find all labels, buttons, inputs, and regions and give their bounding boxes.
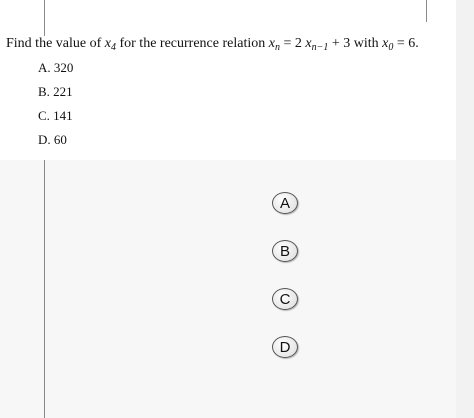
recurrence-equation: $x_n = 2$ $x_{n-1} + 3$	[268, 36, 351, 53]
option-d: D. 60	[38, 132, 67, 147]
answer-panel	[0, 160, 456, 418]
divider-line	[426, 0, 427, 22]
question-panel	[0, 0, 456, 160]
option-b: B. 221	[38, 84, 73, 99]
answer-options-list	[38, 56, 73, 152]
answer-button-a[interactable]: A	[272, 192, 298, 214]
option-a: A. 320	[38, 60, 74, 75]
question-text	[6, 36, 419, 52]
answer-button-c[interactable]: C	[272, 288, 298, 310]
divider-line	[44, 160, 45, 418]
answer-button-d[interactable]: D	[272, 336, 298, 358]
question-prefix: Find the value of	[6, 36, 105, 51]
answer-button-b[interactable]: B	[272, 240, 298, 262]
right-margin-strip	[456, 0, 474, 418]
question-with: with	[350, 36, 383, 51]
initial-condition: $x_0 = 6$.	[382, 36, 419, 53]
option-c: C. 141	[38, 108, 73, 123]
question-middle: for the recurrence relation	[115, 36, 269, 51]
target-variable: $x_4$	[104, 36, 116, 53]
divider-line	[44, 0, 45, 36]
